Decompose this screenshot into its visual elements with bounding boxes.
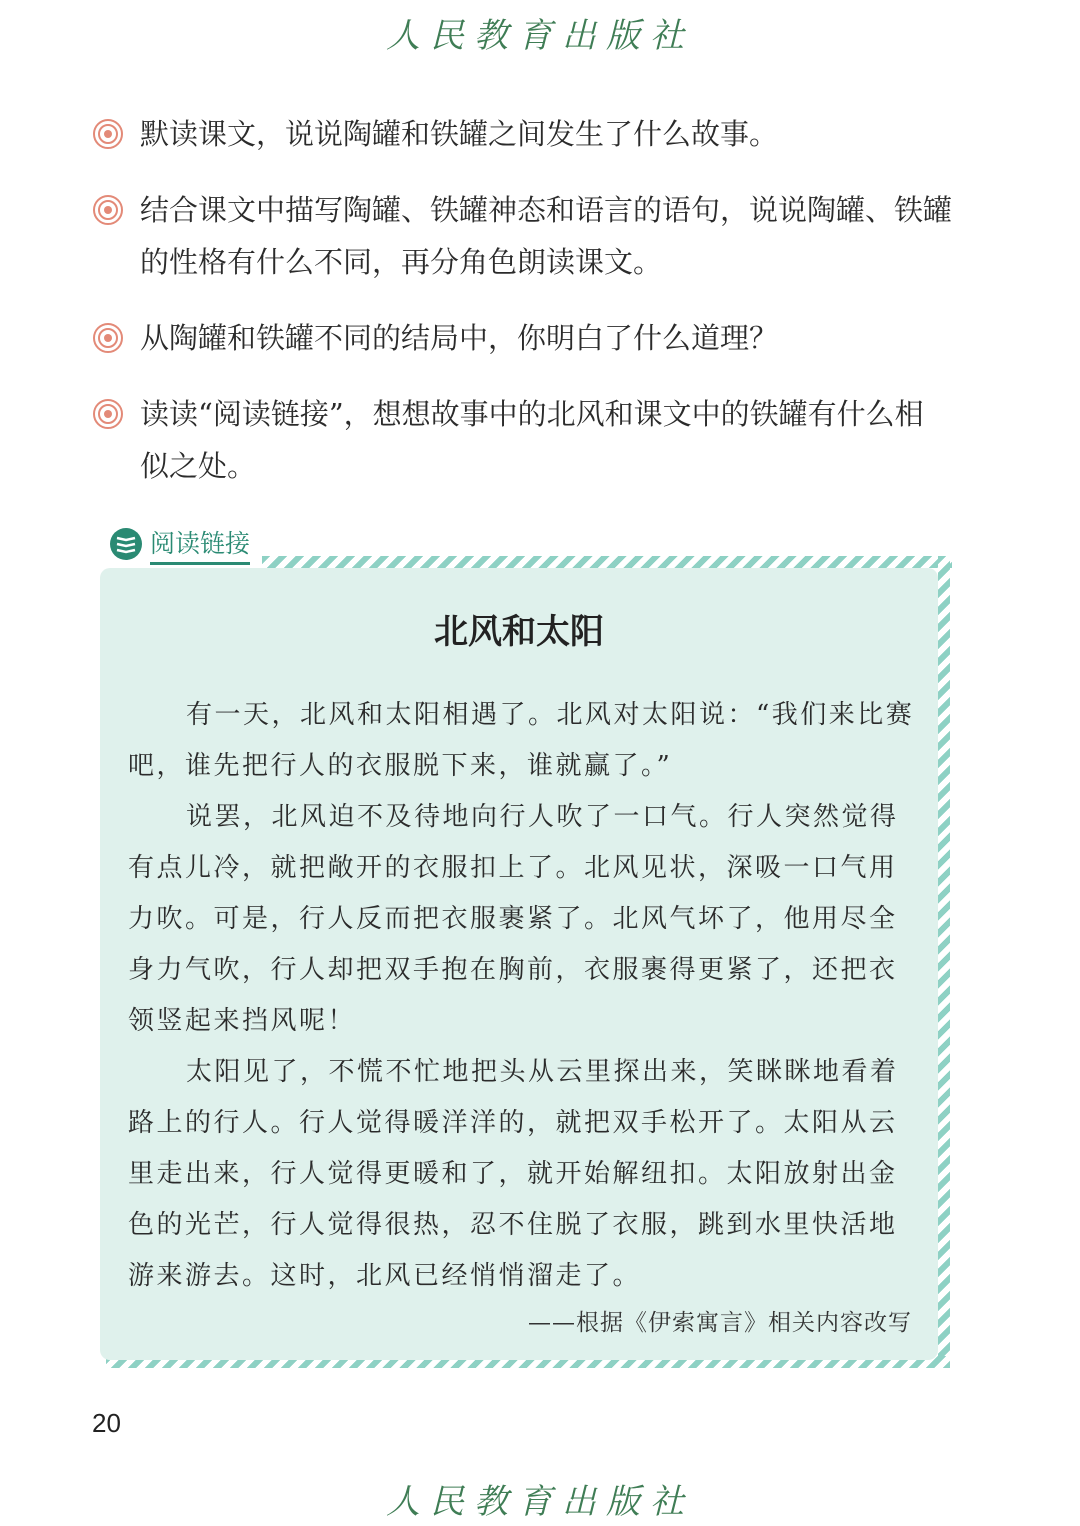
reading-link-box	[100, 568, 938, 1360]
story-paragraph: 说罢，北风迫不及待地向行人吹了一口气。行人突然觉得有点儿冷，就把敞开的衣服扣上了。北风见状，深吸一口气用力吹。可是，行人反而把衣服裹紧了。北风气坏了，他用尽全身力气吹，行人却把双手抱在胸前，衣服裹得更紧了，还把衣领竖起来挡风呢！	[128, 802, 899, 1036]
spiral-bullet-icon	[92, 118, 124, 150]
question-item	[92, 184, 952, 288]
story-title: 北风和太阳	[434, 612, 604, 652]
page-number: 20	[92, 1408, 121, 1438]
question-text: 从陶罐和铁罐不同的结局中，你明白了什么道理？	[140, 321, 779, 355]
spiral-bullet-icon	[92, 398, 124, 430]
reading-link-label	[108, 524, 250, 564]
story-paragraph: 有一天，北风和太阳相遇了。北风对太阳说：“我们来比赛吧，谁先把行人的衣服脱下来，谁就赢了。”	[128, 700, 915, 781]
book-icon	[108, 526, 144, 562]
source-credit: ——根据《伊索寓言》相关内容改写	[528, 1310, 912, 1336]
question-text: 默读课文，说说陶罐和铁罐之间发生了什么故事。	[140, 117, 779, 151]
spiral-bullet-icon	[92, 194, 124, 226]
publisher-logo-bottom: 人民教育出版社	[386, 1482, 694, 1522]
question-item	[92, 388, 952, 492]
story-body	[128, 690, 916, 1302]
publisher-logo-top: 人民教育出版社	[386, 16, 694, 56]
question-item	[92, 108, 952, 160]
question-text: 读读“阅读链接”，想想故事中的北风和课文中的铁罐有什么相似之处。	[140, 397, 924, 483]
story-paragraph: 太阳见了，不慌不忙地把头从云里探出来，笑眯眯地看着路上的行人。行人觉得暖洋洋的，就把双手松开了。太阳从云里走出来，行人觉得更暖和了，就开始解纽扣。太阳放射出金色的光芒，行人觉得很热，忍不住脱了衣服，跳到水里快活地游来游去。这时，北风已经悄悄溜走了。	[128, 1057, 899, 1291]
spiral-bullet-icon	[92, 322, 124, 354]
reading-link-text: 阅读链接	[150, 524, 250, 565]
hatch-border-top	[262, 556, 952, 568]
question-text: 结合课文中描写陶罐、铁罐神态和语言的语句，说说陶罐、铁罐的性格有什么不同，再分角色朗读课文。	[140, 193, 953, 279]
question-item	[92, 312, 952, 364]
question-list	[92, 108, 952, 516]
hatch-border-right	[938, 556, 950, 1366]
